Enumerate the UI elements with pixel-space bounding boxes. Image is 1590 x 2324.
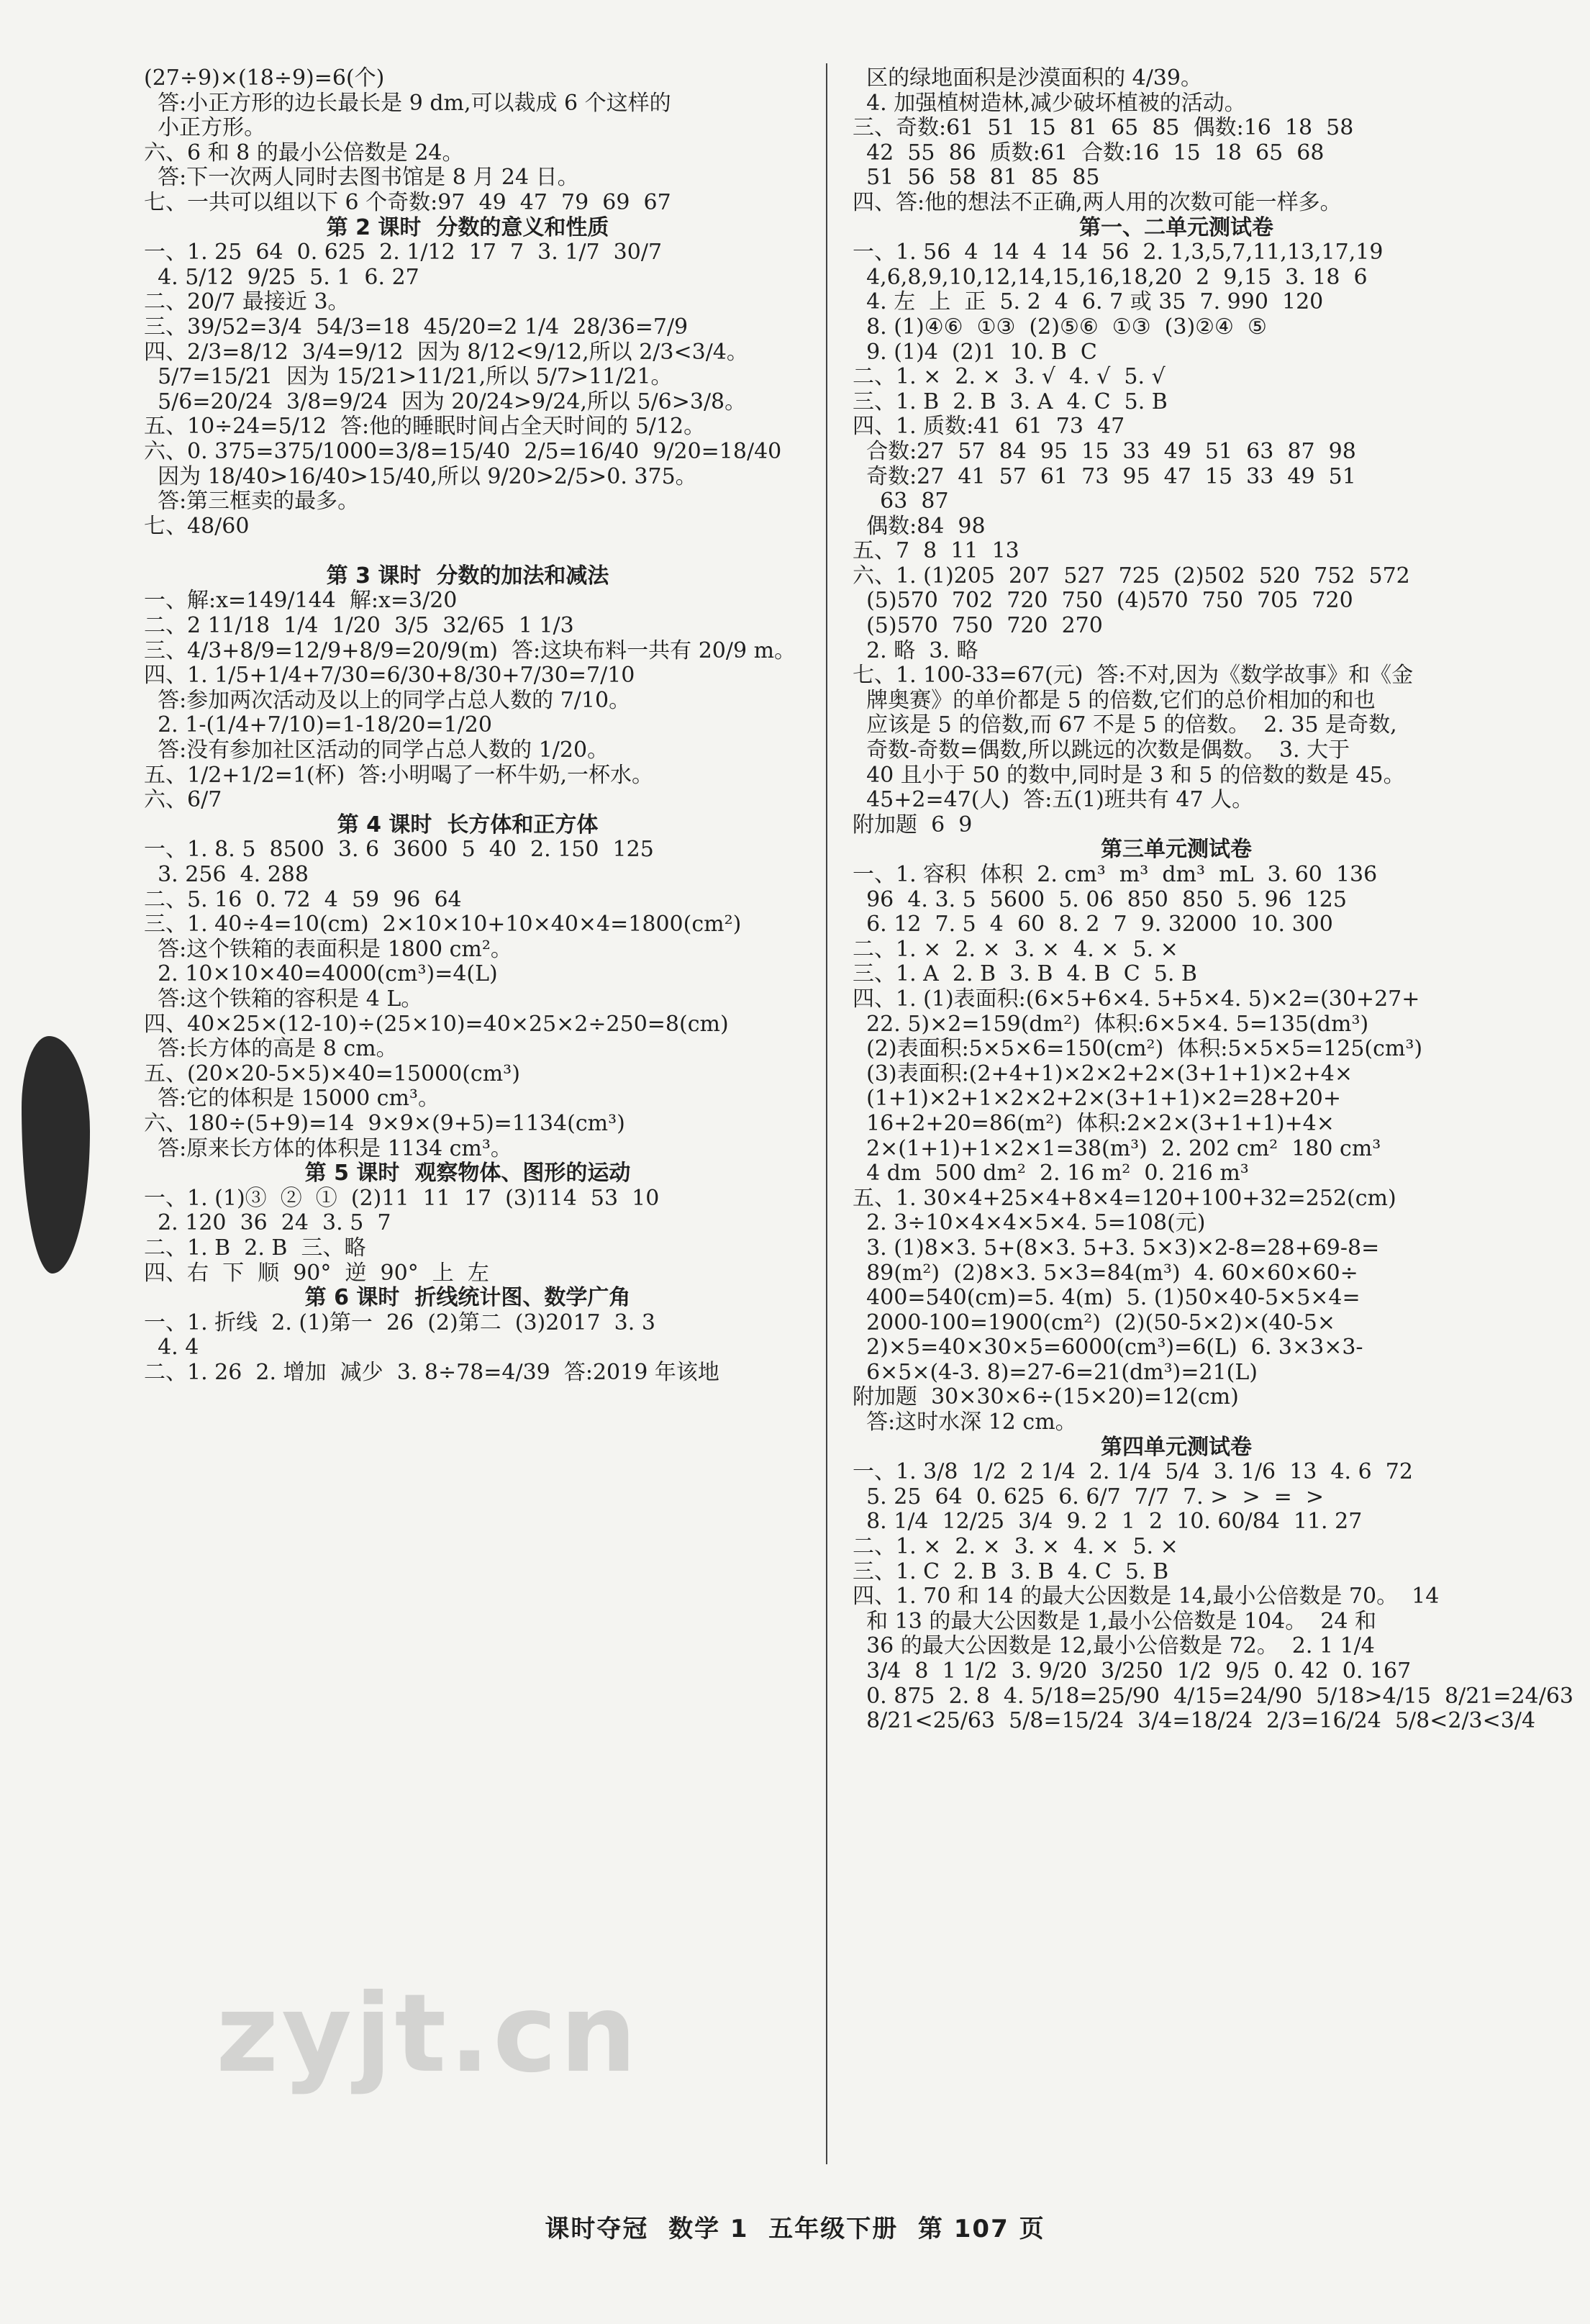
answer-line: 22. 5)×2=159(dm²) 体积:6×5×4. 5=135(dm³) bbox=[853, 1011, 1369, 1037]
answer-line: 一、1. (1)③ ② ① (2)11 11 17 (3)114 53 10 bbox=[144, 1185, 660, 1211]
answer-line: 七、48/60 bbox=[144, 513, 250, 539]
answer-line: 答:下一次两人同时去图书馆是 8 月 24 日。 bbox=[144, 165, 579, 191]
answer-line: 5/6=20/24 3/8=9/24 因为 20/24>9/24,所以 5/6>3/8。 bbox=[144, 389, 747, 414]
answer-line: 附加题 6 9 bbox=[853, 812, 973, 838]
answer-line: 七、1. 100-33=67(元) 答:不对,因为《数学故事》和《金 bbox=[853, 663, 1414, 689]
section-heading: 第 3 课时 分数的加法和减法 bbox=[326, 563, 609, 589]
answer-line: 3. 256 4. 288 bbox=[144, 862, 309, 887]
answer-line: 2. 120 36 24 3. 5 7 bbox=[144, 1210, 391, 1236]
answer-line: 二、1. × 2. × 3. × 4. × 5. × bbox=[853, 1534, 1178, 1560]
answer-line: 一、1. 3/8 1/2 2 1/4 2. 1/4 5/4 3. 1/6 13 4. 6 72 bbox=[853, 1459, 1413, 1485]
section-heading: 第四单元测试卷 bbox=[1101, 1434, 1252, 1460]
answer-line: 16+2+20=86(m²) 体积:2×2×(3+1+1)+4× bbox=[853, 1110, 1335, 1136]
answer-line: 96 4. 3. 5 5600 5. 06 850 850 5. 96 125 bbox=[853, 886, 1347, 912]
answer-line: 一、1. 25 64 0. 625 2. 1/12 17 7 3. 1/7 30/7 bbox=[144, 240, 663, 265]
answer-line: 42 55 86 质数:61 合数:16 15 18 65 68 bbox=[853, 140, 1325, 165]
answer-line: 四、1. 质数:41 61 73 47 bbox=[853, 414, 1125, 440]
answer-line: 答:第三框卖的最多。 bbox=[144, 489, 360, 514]
answer-line: 牌奥赛》的单价都是 5 的倍数,它们的总价相加的和也 bbox=[853, 687, 1376, 713]
page-footer: 课时夺冠 数学 1 五年级下册 第 107 页 bbox=[545, 2215, 1045, 2243]
answer-line: 六、6 和 8 的最小公倍数是 24。 bbox=[144, 140, 464, 165]
answer-line: 4. 左 上 正 5. 2 4 6. 7 或 35 7. 990 120 bbox=[853, 289, 1324, 315]
answer-line: (27÷9)×(18÷9)=6(个) bbox=[144, 65, 385, 91]
answer-line: (5)570 702 720 750 (4)570 750 705 720 bbox=[853, 588, 1353, 614]
site-watermark: zyjt.cn bbox=[216, 1971, 640, 2097]
answer-line: 5. 25 64 0. 625 6. 6/7 7/7 7. > > = > bbox=[853, 1484, 1325, 1510]
section-heading: 第 4 课时 长方体和正方体 bbox=[337, 812, 599, 838]
answer-line: 40 且小于 50 的数中,同时是 3 和 5 的倍数的数是 45。 bbox=[853, 762, 1405, 788]
answer-line: 三、39/52=3/4 54/3=18 45/20=2 1/4 28/36=7/9 bbox=[144, 314, 689, 340]
answer-line: 5/7=15/21 因为 15/21>11/21,所以 5/7>11/21。 bbox=[144, 364, 673, 390]
answer-line: 六、1. (1)205 207 527 725 (2)502 520 752 572 bbox=[853, 563, 1410, 589]
answer-line: 三、1. 40÷4=10(cm) 2×10×10+10×40×4=1800(cm²) bbox=[144, 912, 742, 938]
answer-line: 答:没有参加社区活动的同学占总人数的 1/20。 bbox=[144, 737, 609, 763]
answer-line bbox=[144, 539, 791, 564]
answer-line: 二、1. B 2. B 三、略 bbox=[144, 1235, 366, 1261]
answer-line: 合数:27 57 84 95 15 33 49 51 63 87 98 bbox=[853, 438, 1356, 464]
answer-line: 二、1. × 2. × 3. √ 4. √ 5. √ bbox=[853, 364, 1166, 390]
page-edge-shadow bbox=[22, 1036, 90, 1274]
answer-line: 三、4/3+8/9=12/9+8/9=20/9(m) 答:这块布料一共有 20/9 m。 bbox=[144, 637, 796, 663]
answer-line: 五、1/2+1/2=1(杯) 答:小明喝了一杯牛奶,一杯水。 bbox=[144, 762, 654, 788]
section-heading: 第 5 课时 观察物体、图形的运动 bbox=[304, 1161, 631, 1186]
answer-line: 9. (1)4 (2)1 10. B C bbox=[853, 339, 1097, 365]
answer-line: 五、1. 30×4+25×4+8×4=120+100+32=252(cm) bbox=[853, 1185, 1396, 1211]
answer-line: 五、(20×20-5×5)×40=15000(cm³) bbox=[144, 1061, 520, 1086]
answer-line: 答:这时水深 12 cm。 bbox=[853, 1410, 1077, 1435]
answer-line: 三、奇数:61 51 15 81 65 85 偶数:16 18 58 bbox=[853, 115, 1354, 141]
answer-line: 4. 加强植树造林,减少破坏植被的活动。 bbox=[853, 90, 1246, 116]
answer-line: 三、1. C 2. B 3. B 4. C 5. B bbox=[853, 1558, 1169, 1584]
answer-line: 0. 875 2. 8 4. 5/18=25/90 4/15=24/90 5/18>4/15 8/21=24/63 bbox=[853, 1683, 1574, 1709]
answer-line: 2. 3÷10×4×4×5×4. 5=108(元) bbox=[853, 1210, 1206, 1236]
section-heading: 第一、二单元测试卷 bbox=[1079, 214, 1273, 240]
answer-line: (3)表面积:(2+4+1)×2×2+2×(3+1+1)×2+4× bbox=[853, 1061, 1353, 1086]
answer-line: 51 56 58 81 85 85 bbox=[853, 165, 1100, 191]
answer-line: 三、1. A 2. B 3. B 4. B C 5. B bbox=[853, 961, 1197, 987]
answer-line: 4,6,8,9,10,12,14,15,16,18,20 2 9,15 3. 18 6 bbox=[853, 264, 1368, 290]
answer-line: 答:它的体积是 15000 cm³。 bbox=[144, 1086, 440, 1112]
answer-line: 六、180÷(5+9)=14 9×9×(9+5)=1134(cm³) bbox=[144, 1110, 625, 1136]
answer-line: 七、一共可以组以下 6 个奇数:97 49 47 79 69 67 bbox=[144, 189, 671, 215]
answer-line: 答:小正方形的边长最长是 9 dm,可以裁成 6 个这样的 bbox=[144, 90, 671, 116]
answer-line: 和 13 的最大公因数是 1,最小公倍数是 104。 24 和 bbox=[853, 1608, 1377, 1634]
answer-line: 六、0. 375=375/1000=3/8=15/40 2/5=16/40 9/20=18/40 bbox=[144, 438, 782, 464]
answer-line: 答:原来长方体的体积是 1134 cm³。 bbox=[144, 1135, 512, 1161]
answer-line: 六、6/7 bbox=[144, 787, 222, 813]
answer-line: 三、1. B 2. B 3. A 4. C 5. B bbox=[853, 389, 1168, 414]
answer-line: (1+1)×2+1×2×2+2×(3+1+1)×2=28+20+ bbox=[853, 1086, 1341, 1112]
answer-line: 四、答:他的想法不正确,两人用的次数可能一样多。 bbox=[853, 189, 1342, 215]
answer-line: 36 的最大公因数是 12,最小公倍数是 72。 2. 1 1/4 bbox=[853, 1633, 1375, 1659]
answer-line: 89(m²) (2)8×3. 5×3=84(m³) 4. 60×60×60÷ bbox=[853, 1260, 1358, 1286]
answer-line: 四、1. 70 和 14 的最大公因数是 14,最小公倍数是 70。 14 bbox=[853, 1584, 1440, 1610]
answer-line: 四、2/3=8/12 3/4=9/12 因为 8/12<9/12,所以 2/3<3/4。 bbox=[144, 339, 748, 365]
answer-line: 答:这个铁箱的表面积是 1800 cm²。 bbox=[144, 936, 512, 962]
answer-line: 偶数:84 98 bbox=[853, 513, 986, 539]
answer-line: 二、2 11/18 1/4 1/20 3/5 32/65 1 1/3 bbox=[144, 613, 574, 639]
answer-line: 2×(1+1)+1×2×1=38(m³) 2. 202 cm² 180 cm³ bbox=[853, 1135, 1381, 1161]
answer-line: (2)表面积:5×5×6=150(cm²) 体积:5×5×5=125(cm³) bbox=[853, 1036, 1423, 1062]
answer-column-right bbox=[853, 65, 1574, 1734]
answer-line: 2)×5=40×30×5=6000(cm³)=6(L) 6. 3×3×3- bbox=[853, 1335, 1363, 1361]
answer-line: 答:这个铁箱的容积是 4 L。 bbox=[144, 986, 423, 1012]
answer-line: 答:参加两次活动及以上的同学占总人数的 7/10。 bbox=[144, 687, 631, 713]
answer-line: 五、10÷24=5/12 答:他的睡眠时间占全天时间的 5/12。 bbox=[144, 414, 706, 440]
answer-line: 应该是 5 的倍数,而 67 不是 5 的倍数。 2. 35 是奇数, bbox=[853, 712, 1397, 738]
answer-line: 4. 4 bbox=[144, 1335, 199, 1361]
answer-line: 四、1. 1/5+1/4+7/30=6/30+8/30+7/30=7/10 bbox=[144, 663, 635, 689]
answer-line: 一、1. 容积 体积 2. cm³ m³ dm³ mL 3. 60 136 bbox=[853, 862, 1378, 887]
answer-line: 四、1. (1)表面积:(6×5+6×4. 5+5×4. 5)×2=(30+27+ bbox=[853, 986, 1420, 1012]
answer-line: 区的绿地面积是沙漠面积的 4/39。 bbox=[853, 65, 1202, 91]
answer-line: 400=540(cm)=5. 4(m) 5. (1)50×40-5×5×4= bbox=[853, 1285, 1360, 1311]
answer-line: 一、1. 8. 5 8500 3. 6 3600 5 40 2. 150 125 bbox=[144, 837, 654, 863]
answer-line: 6×5×(4-3. 8)=27-6=21(dm³)=21(L) bbox=[853, 1359, 1258, 1385]
answer-line: (5)570 750 720 270 bbox=[853, 613, 1103, 639]
section-heading: 第 6 课时 折线统计图、数学广角 bbox=[304, 1285, 631, 1311]
answer-line: 2. 10×10×40=4000(cm³)=4(L) bbox=[144, 961, 498, 987]
answer-line: 奇数-奇数=偶数,所以跳远的次数是偶数。 3. 大于 bbox=[853, 737, 1350, 763]
answer-line: 二、1. × 2. × 3. × 4. × 5. × bbox=[853, 936, 1178, 962]
answer-line: 3. (1)8×3. 5+(8×3. 5+3. 5×3)×2-8=28+69-8= bbox=[853, 1235, 1380, 1261]
answer-line: 小正方形。 bbox=[144, 115, 266, 141]
answer-line: 附加题 30×30×6÷(15×20)=12(cm) bbox=[853, 1384, 1239, 1410]
answer-line: 四、40×25×(12-10)÷(25×10)=40×25×2÷250=8(cm) bbox=[144, 1011, 729, 1037]
answer-line: 2. 略 3. 略 bbox=[853, 637, 978, 663]
answer-line: 6. 12 7. 5 4 60 8. 2 7 9. 32000 10. 300 bbox=[853, 912, 1333, 938]
answer-line: 一、解:x=149/144 解:x=3/20 bbox=[144, 588, 458, 614]
answer-line: 答:长方体的高是 8 cm。 bbox=[144, 1036, 398, 1062]
answer-line: 二、1. 26 2. 增加 减少 3. 8÷78=4/39 答:2019 年该地 bbox=[144, 1359, 719, 1385]
section-heading: 第三单元测试卷 bbox=[1101, 837, 1252, 863]
answer-line: 45+2=47(人) 答:五(1)班共有 47 人。 bbox=[853, 787, 1254, 813]
answer-line: 一、1. 56 4 14 4 14 56 2. 1,3,5,7,11,13,17,19 bbox=[853, 240, 1384, 265]
answer-line: 2000-100=1900(cm²) (2)(50-5×2)×(40-5× bbox=[853, 1309, 1335, 1335]
answer-column-left bbox=[144, 65, 796, 1385]
answer-line: 8. 1/4 12/25 3/4 9. 2 1 2 10. 60/84 11. 27 bbox=[853, 1509, 1363, 1535]
answer-line: 3/4 8 1 1/2 3. 9/20 3/250 1/2 9/5 0. 42 0. 167 bbox=[853, 1658, 1412, 1684]
answer-line: 奇数:27 41 57 61 73 95 47 15 33 49 51 bbox=[853, 463, 1356, 489]
answer-line: 4 dm 500 dm² 2. 16 m² 0. 216 m³ bbox=[853, 1161, 1249, 1186]
answer-line: 8/21<25/63 5/8=15/24 3/4=18/24 2/3=16/24 5/8<2/3<3/4 bbox=[853, 1708, 1536, 1734]
answer-line: 一、1. 折线 2. (1)第一 26 (2)第二 (3)2017 3. 3 bbox=[144, 1309, 655, 1335]
answer-line: 2. 1-(1/4+7/10)=1-18/20=1/20 bbox=[144, 712, 492, 738]
answer-line: 8. (1)④⑥ ①③ (2)⑤⑥ ①③ (3)②④ ⑤ bbox=[853, 314, 1267, 340]
answer-line: 四、右 下 顺 90° 逆 90° 上 左 bbox=[144, 1260, 489, 1286]
answer-line: 63 87 bbox=[853, 489, 949, 514]
answer-line: 二、20/7 最接近 3。 bbox=[144, 289, 350, 315]
column-divider bbox=[826, 63, 827, 2164]
answer-line: 二、5. 16 0. 72 4 59 96 64 bbox=[144, 886, 462, 912]
section-heading: 第 2 课时 分数的意义和性质 bbox=[326, 214, 609, 240]
answer-line: 五、7 8 11 13 bbox=[853, 538, 1019, 564]
answer-line: 因为 18/40>16/40>15/40,所以 9/20>2/5>0. 375。 bbox=[144, 463, 697, 489]
answer-line: 4. 5/12 9/25 5. 1 6. 27 bbox=[144, 264, 419, 290]
